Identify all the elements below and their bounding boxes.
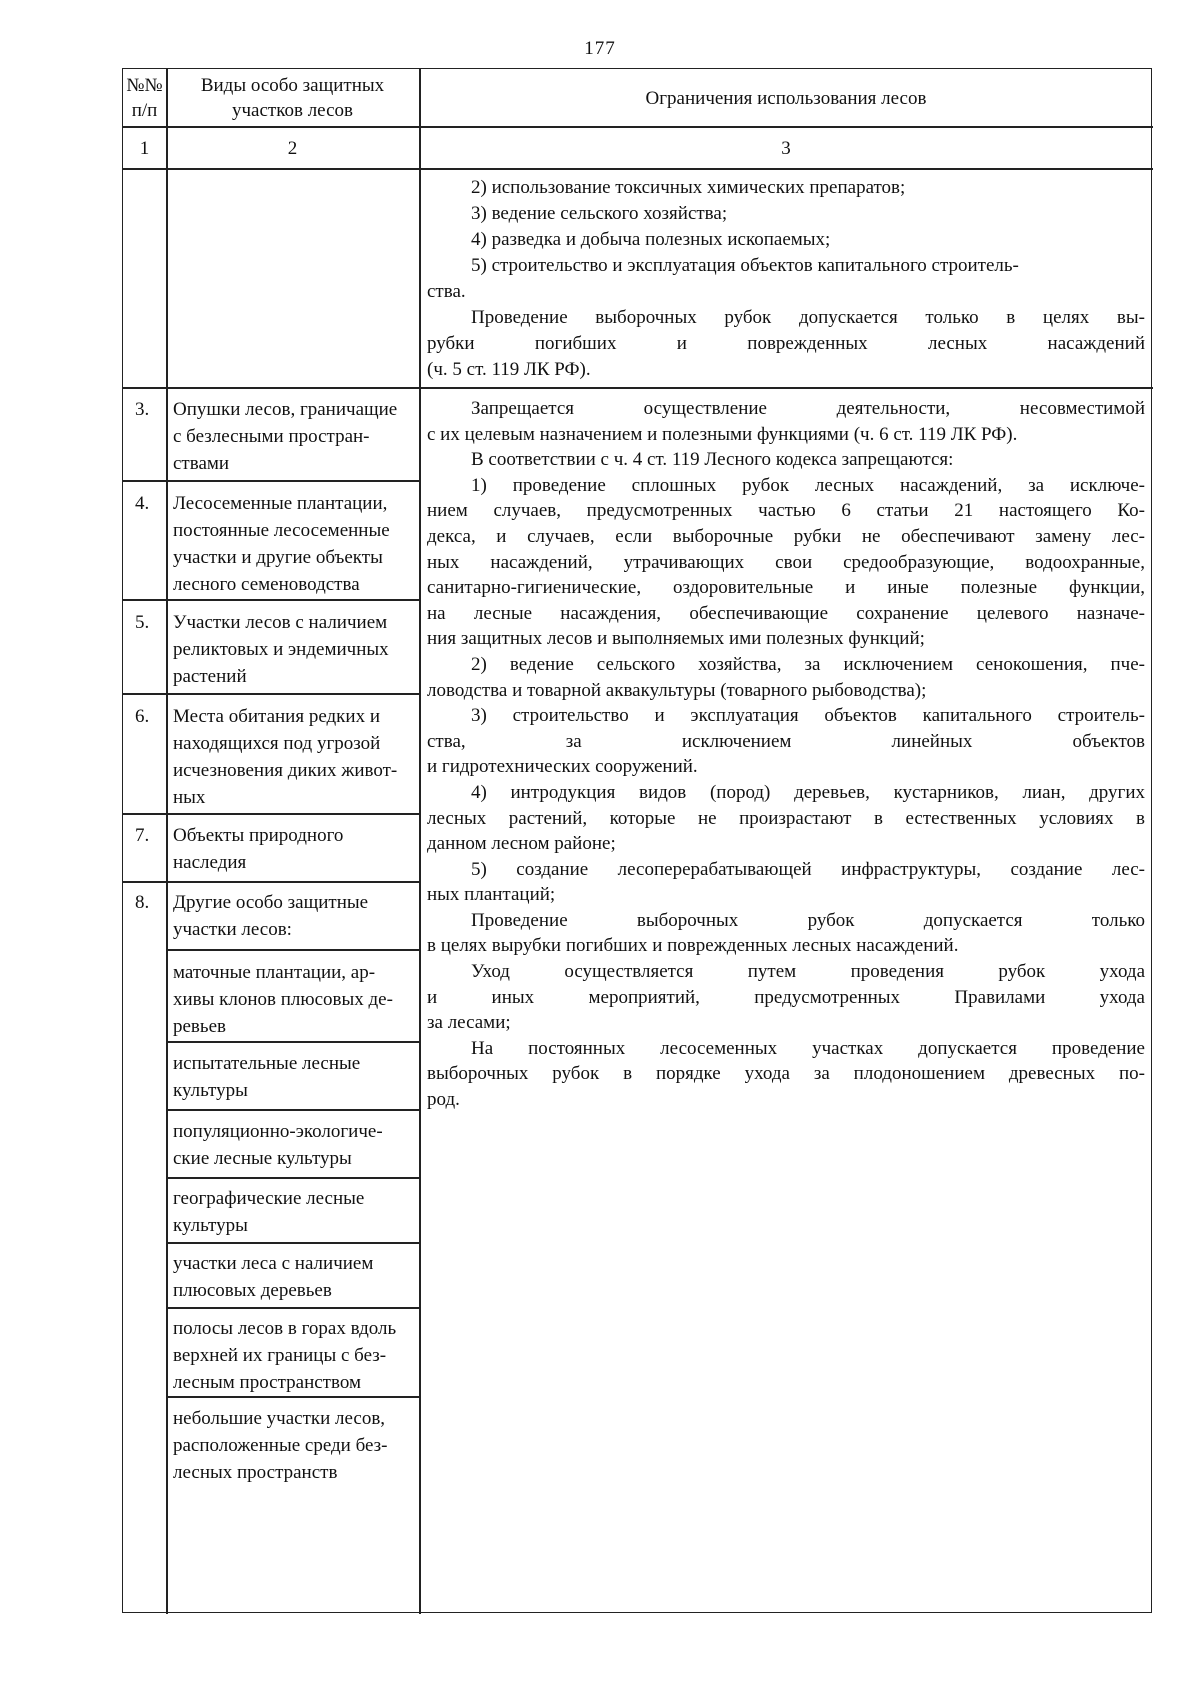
text-line: Места обитания редких и xyxy=(173,706,380,727)
row-rule xyxy=(123,599,419,601)
text-line: 4) разведка и добыча полезных ископаемых; xyxy=(471,229,831,250)
text-line: небольшие участки лесов, xyxy=(173,1408,386,1429)
text-line: 5) создание лесоперерабатывающей инфраструктуры, создание лес- xyxy=(471,858,1145,880)
header-number-col xyxy=(123,73,166,123)
text-line: Участки лесов с наличием xyxy=(173,612,388,633)
text-line: лесных пространств xyxy=(173,1462,338,1483)
text-line: географические лесные xyxy=(173,1188,365,1209)
text-line: Проведение выборочных рубок допускается только xyxy=(471,909,1145,931)
text-line: за лесами; xyxy=(427,1012,511,1034)
col-divider-2 xyxy=(419,69,421,1614)
col-number-1: 1 xyxy=(139,138,150,159)
text-line: В соответствии с ч. 4 ст. 119 Лесного кодекса запрещаются: xyxy=(471,449,954,471)
col-divider-1 xyxy=(166,69,168,1614)
text-line: плюсовых деревьев xyxy=(173,1280,332,1301)
text-line: испытательные лесные xyxy=(173,1053,361,1074)
text-line: ных плантаций; xyxy=(427,884,556,906)
text-line: и гидротехнических сооружений. xyxy=(427,756,698,778)
text-line: лесных растений, которые не произрастают в естественных условиях в xyxy=(427,807,1145,829)
row-number: 6. xyxy=(135,706,150,727)
header-bottom-rule xyxy=(123,126,1153,128)
text-line: 4) интродукция видов (пород) деревьев, кустарников, лиан, других xyxy=(471,781,1145,803)
row-rule xyxy=(123,693,419,695)
subrow-label xyxy=(173,1185,364,1239)
continuation-text xyxy=(427,175,1145,383)
row-label-seed-plantations xyxy=(173,490,390,598)
col-number-3: 3 xyxy=(781,138,791,159)
header-text: участков лесов xyxy=(231,100,353,121)
subrow-rule xyxy=(166,1242,419,1244)
text-line: популяционно-экологиче- xyxy=(173,1121,383,1142)
text-line: культуры xyxy=(173,1215,248,1236)
row-label-relict-plants xyxy=(173,609,389,690)
subrow-label xyxy=(173,1050,360,1104)
subrow-label xyxy=(173,1250,373,1304)
row-number: 7. xyxy=(135,825,150,846)
text-line: ных насаждений, утрачивающих свои средообразующие, водоохранные, xyxy=(427,551,1145,573)
text-line: 3) строительство и эксплуатация объектов капитального строитель- xyxy=(471,705,1145,727)
text-line: 3) ведение сельского хозяйства; xyxy=(471,203,728,224)
row-label-natural-heritage xyxy=(173,822,343,876)
text-line: ства, за исключением линейных объектов xyxy=(427,730,1145,752)
text-line: Лесосеменные плантации, xyxy=(173,493,388,514)
restrictions-text xyxy=(427,396,1145,1113)
text-line: декса, и случаев, если выборочные рубки не обеспечивают замену лес- xyxy=(427,525,1145,547)
text-line: На постоянных лесосеменных участках допускается проведение xyxy=(471,1037,1145,1059)
text-line: рубки погибших и поврежденных лесных насаждений xyxy=(427,333,1145,354)
text-line: род. xyxy=(427,1089,460,1111)
text-line: лесным пространством xyxy=(173,1372,361,1393)
subrow-rule xyxy=(166,1109,419,1111)
row-rule xyxy=(123,480,419,482)
text-line: (ч. 5 ст. 119 ЛК РФ). xyxy=(427,359,591,380)
text-line: растений xyxy=(173,666,247,687)
header-text: Виды особо защитных xyxy=(200,75,385,96)
row-number: 8. xyxy=(135,892,150,913)
restrictions-table xyxy=(122,68,1152,1613)
subrow-label xyxy=(173,1315,396,1396)
header-types-col xyxy=(166,73,419,123)
text-line: полосы лесов в горах вдоль xyxy=(173,1318,397,1339)
row-number: 5. xyxy=(135,612,150,633)
header-text: п/п xyxy=(131,100,158,121)
text-line: ния защитных лесов и выполняемых ими полезных функций; xyxy=(427,628,925,650)
text-line: расположенные среди без- xyxy=(173,1435,388,1456)
row-rule xyxy=(123,813,419,815)
subrow-rule xyxy=(166,1177,419,1179)
row-label-other-protective xyxy=(173,889,368,943)
text-line: с их целевым назначением и полезными функциями (ч. 6 ст. 119 ЛК РФ). xyxy=(427,423,1018,445)
text-line: культуры xyxy=(173,1080,248,1101)
text-line: Другие особо защитные xyxy=(173,892,369,913)
row-label-rare-animal-habitats xyxy=(173,703,397,811)
text-line: постоянные лесосеменные xyxy=(173,520,390,541)
text-line: 1) проведение сплошных рубок лесных насаждений, за исключе- xyxy=(471,474,1145,496)
row-label-forest-edges xyxy=(173,396,397,477)
header-text: №№ xyxy=(126,75,163,96)
text-line: нием случаев, предусмотренных частью 6 статьи 21 настоящего Ко- xyxy=(427,500,1145,522)
text-line: наследия xyxy=(173,852,247,873)
text-line: ревьев xyxy=(173,1016,226,1037)
text-line: 2) использование токсичных химических препаратов; xyxy=(471,177,906,198)
text-line: и иных мероприятий, предусмотренных Правилами ухода xyxy=(427,986,1145,1008)
text-line: исчезновения диких живот- xyxy=(173,760,398,781)
subrow-label xyxy=(173,959,393,1040)
text-line: участки и другие объекты xyxy=(173,547,383,568)
text-line: данном лесном районе; xyxy=(427,833,616,855)
subrow-rule xyxy=(166,949,419,951)
text-line: ствами xyxy=(173,453,230,474)
row-number: 3. xyxy=(135,399,150,420)
subrow-rule xyxy=(166,1307,419,1309)
subrow-label xyxy=(173,1405,388,1486)
text-line: с безлесными простран- xyxy=(173,426,370,447)
header-restrictions-col: Ограничения использования лесов xyxy=(645,88,927,109)
colnum-bottom-rule xyxy=(123,168,1153,170)
subrow-rule xyxy=(166,1041,419,1043)
text-line: реликтовых и эндемичных xyxy=(173,639,389,660)
subrow-label xyxy=(173,1118,383,1172)
text-line: маточные плантации, ар- xyxy=(173,962,376,983)
text-line: Опушки лесов, граничащие xyxy=(173,399,398,420)
text-line: хивы клонов плюсовых де- xyxy=(173,989,393,1010)
text-line: ловодства и товарной аквакультуры (товарного рыбоводства); xyxy=(427,679,927,701)
text-line: 2) ведение сельского хозяйства, за исключением сенокошения, пче- xyxy=(471,653,1145,675)
text-line: Запрещается осуществление деятельности, несовместимой xyxy=(471,398,1145,419)
text-line: в целях вырубки погибших и поврежденных лесных насаждений. xyxy=(427,935,959,957)
text-line: 5) строительство и эксплуатация объектов капитального строитель- xyxy=(471,255,1019,276)
text-line: находящихся под угрозой xyxy=(173,733,381,754)
text-line: участки лесов: xyxy=(173,919,292,940)
text-line: ства. xyxy=(427,281,466,302)
continuation-bottom-rule xyxy=(123,387,1153,389)
text-line: Уход осуществляется путем проведения рубок ухода xyxy=(471,961,1145,983)
text-line: участки леса с наличием xyxy=(173,1253,374,1274)
col-number-2: 2 xyxy=(287,138,298,159)
row-rule xyxy=(123,881,419,883)
text-line: на лесные насаждения, обеспечивающие сохранение целевого назначе- xyxy=(427,602,1145,624)
text-line: Объекты природного xyxy=(173,825,344,846)
subrow-rule xyxy=(166,1396,419,1398)
text-line: ных xyxy=(173,787,206,808)
text-line: санитарно-гигиенические, оздоровительные и иные полезные функции, xyxy=(427,577,1145,599)
text-line: Проведение выборочных рубок допускается только в целях вы- xyxy=(471,307,1145,328)
text-line: выборочных рубок в порядке ухода за плодоношением древесных по- xyxy=(427,1063,1145,1085)
text-line: лесного семеноводства xyxy=(173,574,360,595)
page-number: 177 xyxy=(584,38,616,59)
row-number: 4. xyxy=(135,493,150,514)
text-line: ские лесные культуры xyxy=(173,1148,352,1169)
text-line: верхней их границы с без- xyxy=(173,1345,387,1366)
